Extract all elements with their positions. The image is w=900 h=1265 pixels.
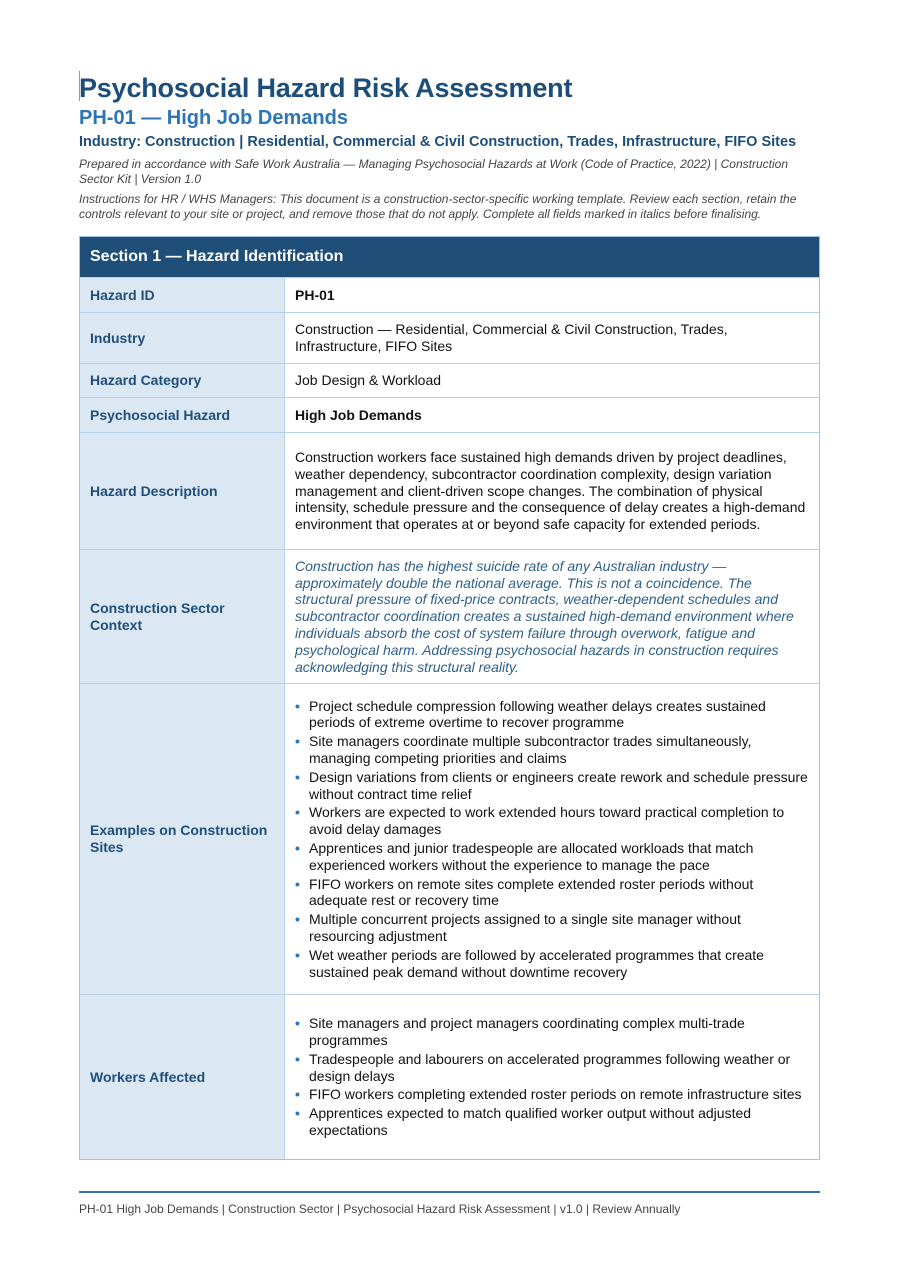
- document-subtitle: PH-01 — High Job Demands: [79, 107, 348, 129]
- list-item: • FIFO workers completing extended roster periods on remote infrastructure sites: [295, 1086, 809, 1103]
- row-industry: [80, 312, 819, 363]
- row-examples: [80, 683, 819, 994]
- row-label: Workers Affected: [80, 995, 285, 1159]
- list-item: • Multiple concurrent projects assigned to a single site manager without resourcing adjustment: [295, 911, 809, 945]
- list-item: • Site managers and project managers coordinating complex multi-trade programmes: [295, 1015, 809, 1049]
- row-workers-affected: [80, 994, 819, 1159]
- row-label: Industry: [80, 313, 285, 363]
- row-psychosocial-hazard: [80, 397, 819, 432]
- psychosocial-hazard-value: High Job Demands: [295, 406, 422, 423]
- industry-value: Construction — Residential, Commercial & Civil Construction, Trades, Infrastructure, FIFO Sites: [295, 321, 728, 354]
- hazard-id-value: PH-01: [295, 286, 335, 303]
- row-hazard-category: [80, 363, 819, 397]
- page-footer: PH-01 High Job Demands | Construction Sector | Psychosocial Hazard Risk Assessment | v1.0 | Review Annually: [79, 1202, 681, 1216]
- row-label: Psychosocial Hazard: [80, 398, 285, 432]
- workers-affected-value: [285, 995, 819, 1159]
- examples-value: [285, 684, 819, 994]
- hazard-category-value: Job Design & Workload: [295, 372, 442, 389]
- list-item: • Workers are expected to work extended hours toward practical completion to avoid delay damages: [295, 804, 809, 838]
- section-1-table: [79, 236, 820, 1160]
- row-label: Hazard Category: [80, 364, 285, 397]
- hazard-description-value: Construction workers face sustained high demands driven by project deadlines, weather dependency, subcontractor coordination complexity, design variation management and client-driven scope changes. The combination of physical intensity, schedule pressure and the consequence of delay creates a high-demand environment that operates at or beyond safe capacity for extended periods.: [295, 449, 806, 533]
- workers-list: [295, 1015, 809, 1139]
- industry-line: Industry: Construction | Residential, Commercial & Civil Construction, Trades, Infrastructure, FIFO Sites: [79, 134, 797, 150]
- row-label: Hazard Description: [80, 433, 285, 549]
- prepared-note: Prepared in accordance with Safe Work Australia — Managing Psychosocial Hazards at Work (Code of Practice, 2022) | Construction Sector Kit | Version 1.0: [79, 157, 788, 186]
- list-item: • Tradespeople and labourers on accelerated programmes following weather or design delays: [295, 1051, 809, 1085]
- instructions-note: Instructions for HR / WHS Managers: This document is a construction-sector-specific working template. Review each section, retain the controls relevant to your site or project, and remove those that do not apply. Complete all fields marked in italics before finalising.: [79, 192, 797, 221]
- footer-divider: [79, 1191, 820, 1193]
- list-item: • Project schedule compression following weather delays creates sustained periods of extreme overtime to recover programme: [295, 698, 809, 732]
- document-page: [79, 72, 820, 1160]
- list-item: • Site managers coordinate multiple subcontractor trades simultaneously, managing competing priorities and claims: [295, 733, 809, 767]
- examples-list: [295, 698, 809, 981]
- list-item: • Apprentices and junior tradespeople are allocated workloads that match experienced workers without the experience to manage the pace: [295, 840, 809, 874]
- sector-context-value: Construction has the highest suicide rate of any Australian industry — approximately double the national average. This is not a coincidence. The structural pressure of fixed-price contracts, weather-dependent schedules and subcontractor coordination creates a sustained high-demand environment where individuals absorb the cost of system failure through overwork, fatigue and psychological harm. Addressing psychosocial hazards in construction requires acknowledging this structural reality.: [295, 557, 794, 675]
- list-item: • FIFO workers on remote sites complete extended roster periods without adequate rest or recovery time: [295, 876, 809, 910]
- row-label: Construction Sector Context: [80, 550, 285, 683]
- row-sector-context: [80, 549, 819, 683]
- list-item: • Apprentices expected to match qualified worker output without adjusted expectations: [295, 1105, 809, 1139]
- row-label: Examples on Construction Sites: [80, 684, 285, 994]
- row-label: Hazard ID: [80, 278, 285, 312]
- document-title: Psychosocial Hazard Risk Assessment: [79, 73, 573, 103]
- list-item: • Wet weather periods are followed by accelerated programmes that create sustained peak demand without downtime recovery: [295, 947, 809, 981]
- row-hazard-id: [80, 277, 819, 312]
- section-1-header: Section 1 — Hazard Identification: [80, 237, 819, 277]
- row-hazard-description: [80, 432, 819, 549]
- list-item: • Design variations from clients or engineers create rework and schedule pressure without contract time relief: [295, 769, 809, 803]
